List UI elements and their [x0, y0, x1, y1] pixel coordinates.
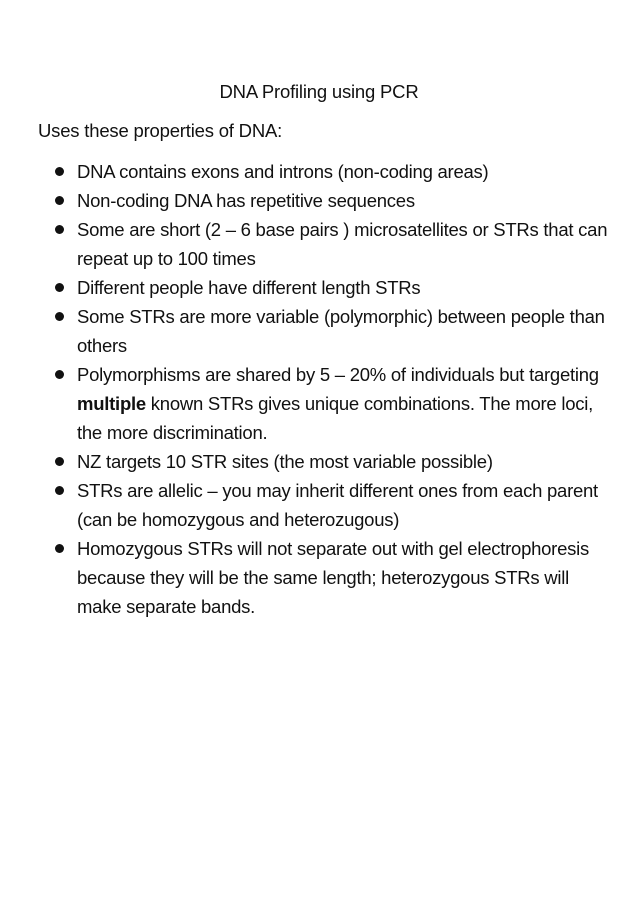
bullet-dot-icon [55, 457, 64, 466]
bullet-item [38, 215, 613, 273]
bullet-text-part: Polymorphisms are shared by 5 – 20% of individuals but targeting [77, 364, 599, 385]
bullet-text: Non-coding DNA has repetitive sequences [77, 190, 415, 211]
bullet-item [38, 302, 613, 360]
bullet-dot-icon [55, 486, 64, 495]
bullet-dot-icon [55, 312, 64, 321]
bullet-dot-icon [55, 225, 64, 234]
bullet-item [38, 534, 613, 621]
bullet-list [38, 157, 613, 621]
bullet-item [38, 360, 613, 447]
bullet-text: Some STRs are more variable (polymorphic) between people than others [77, 306, 605, 356]
bullet-text: NZ targets 10 STR sites (the most variable possible) [77, 451, 493, 472]
bullet-dot-icon [55, 167, 64, 176]
bullet-text: Homozygous STRs will not separate out with gel electrophoresis because they will be the same length; heterozygous STRs will make separate bands. [77, 538, 589, 617]
bullet-text: DNA contains exons and introns (non-coding areas) [77, 161, 489, 182]
bullet-dot-icon [55, 196, 64, 205]
bullet-dot-icon [55, 283, 64, 292]
bullet-text: STRs are allelic – you may inherit different ones from each parent (can be homozygous and heterozugous) [77, 480, 598, 530]
bullet-item [38, 447, 613, 476]
bullet-dot-icon [55, 544, 64, 553]
intro-text: Uses these properties of DNA: [38, 120, 283, 141]
document-title: DNA Profiling using PCR [219, 81, 419, 102]
bullet-item [38, 157, 613, 186]
bullet-item [38, 273, 613, 302]
bullet-emphasis: multiple [77, 393, 146, 414]
bullet-item [38, 476, 613, 534]
bullet-text: Different people have different length STRs [77, 277, 421, 298]
bullet-text-part: known STRs gives unique combinations. The more loci, the more discrimination. [77, 393, 593, 443]
bullet-text: Some are short (2 – 6 base pairs ) microsatellites or STRs that can repeat up to 100 times [77, 219, 608, 269]
bullet-item [38, 186, 613, 215]
bullet-dot-icon [55, 370, 64, 379]
